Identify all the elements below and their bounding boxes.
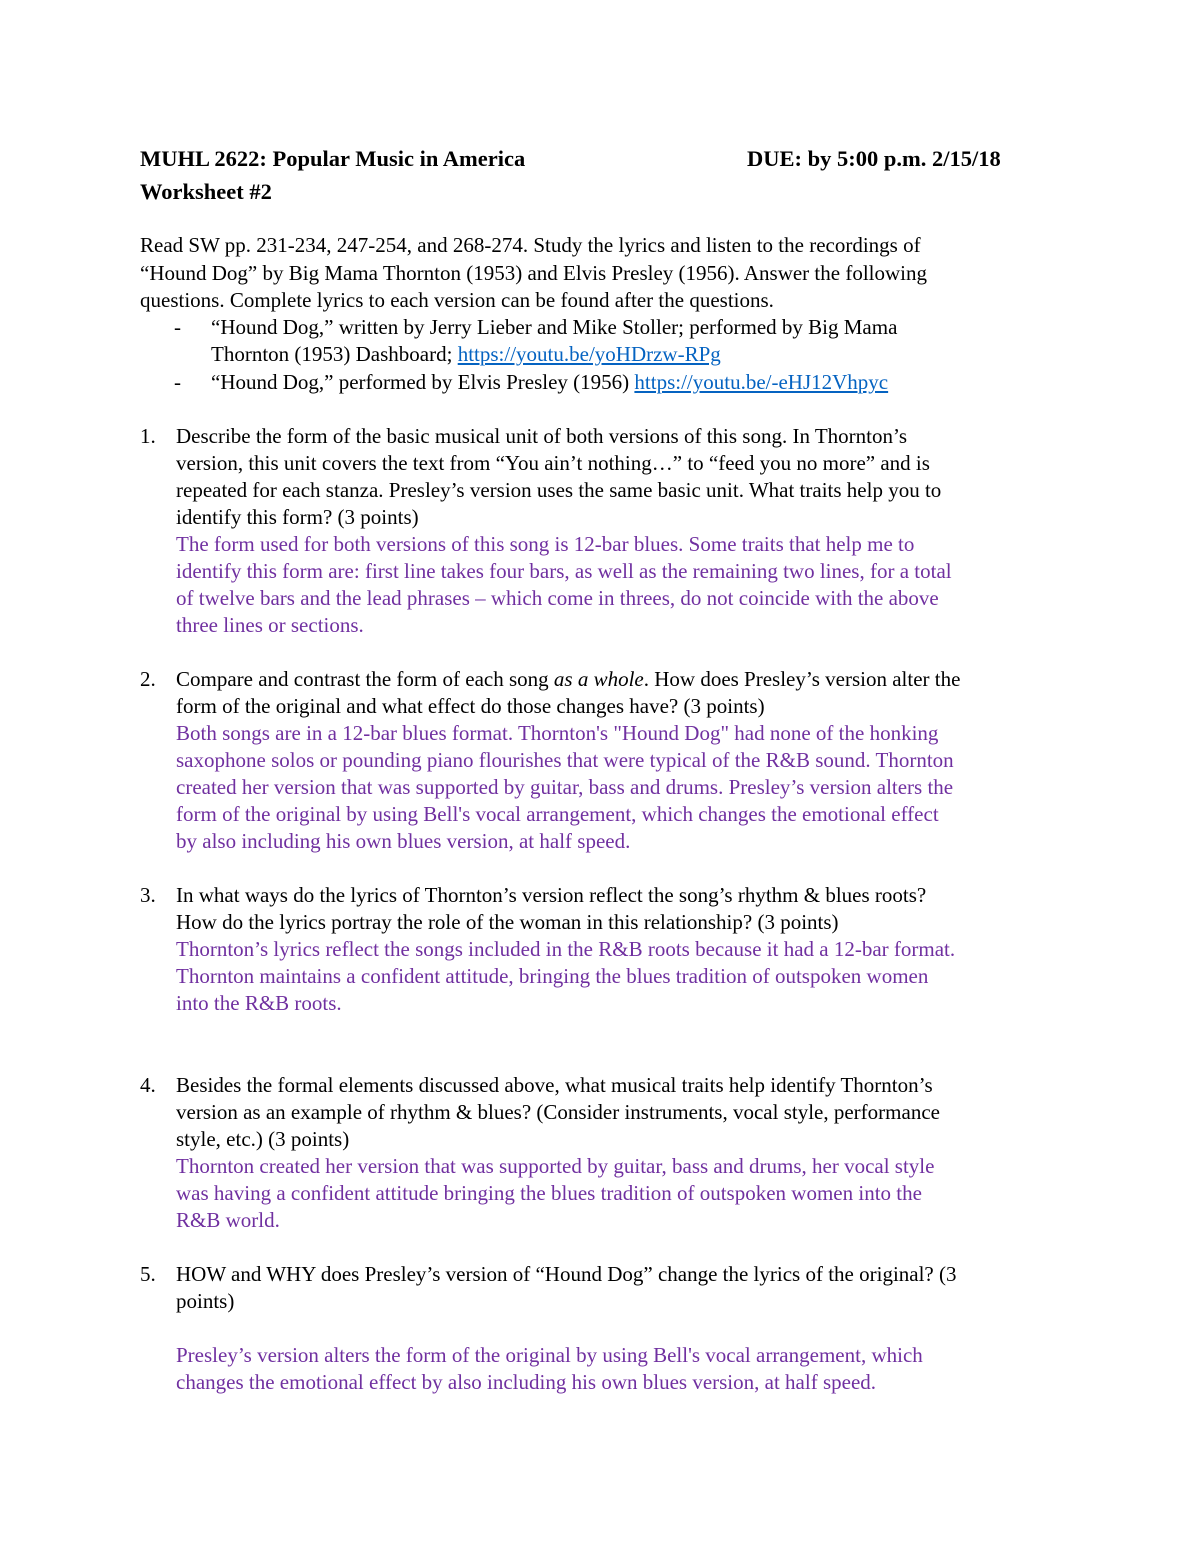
worksheet-number: Worksheet #2 xyxy=(140,179,272,204)
question-text: How do the lyrics portray the role of the woman in this relationship? (3 points) xyxy=(176,910,839,934)
question-text-part: . How does Presley’s version alter the xyxy=(643,667,961,691)
bullet-text xyxy=(211,341,721,368)
answer-text: was having a confident attitude bringing the blues tradition of outspoken women into the xyxy=(176,1181,922,1205)
question-text: Besides the formal elements discussed above, what musical traits help identify Thornton’s xyxy=(176,1073,933,1097)
answer-text: form of the original by using Bell's vocal arrangement, which changes the emotional effect xyxy=(176,802,939,826)
answer-text: The form used for both versions of this song is 12-bar blues. Some traits that help me to xyxy=(176,532,915,556)
answer-text: Thornton maintains a confident attitude, bringing the blues tradition of outspoken women xyxy=(176,964,929,988)
answer-text: three lines or sections. xyxy=(176,613,364,637)
question-text: form of the original and what effect do those changes have? (3 points) xyxy=(176,694,765,718)
question-number: 1. xyxy=(140,424,156,448)
bullet-text-part: Thornton (1953) Dashboard; xyxy=(211,342,458,366)
answer-text: Presley’s version alters the form of the original by using Bell's vocal arrangement, which xyxy=(176,1343,923,1367)
answer-text: changes the emotional effect by also including his own blues version, at half speed. xyxy=(176,1370,877,1394)
intro-line: questions. Complete lyrics to each version can be found after the questions. xyxy=(140,288,774,312)
bullet-text: “Hound Dog,” written by Jerry Lieber and Mike Stoller; performed by Big Mama xyxy=(211,315,898,339)
intro-line: “Hound Dog” by Big Mama Thornton (1953) and Elvis Presley (1956). Answer the following xyxy=(140,261,927,285)
question-text: In what ways do the lyrics of Thornton’s version reflect the song’s rhythm & blues roots? xyxy=(176,883,927,907)
answer-text: Thornton’s lyrics reflect the songs included in the R&B roots because it had a 12-bar format. xyxy=(176,937,956,961)
question-text xyxy=(176,666,960,693)
question-text: identify this form? (3 points) xyxy=(176,505,419,529)
due-date: DUE: by 5:00 p.m. 2/15/18 xyxy=(747,146,1001,171)
question-text: points) xyxy=(176,1289,235,1313)
question-text: version as an example of rhythm & blues? (Consider instruments, vocal style, performance xyxy=(176,1100,940,1124)
intro-line: Read SW pp. 231-234, 247-254, and 268-274. Study the lyrics and listen to the recordings of xyxy=(140,233,921,257)
question-text: style, etc.) (3 points) xyxy=(176,1127,350,1151)
question-text: HOW and WHY does Presley’s version of “Hound Dog” change the lyrics of the original? (3 xyxy=(176,1262,957,1286)
bullet-marker: - xyxy=(174,315,181,339)
question-emphasis: as a whole xyxy=(553,667,644,691)
bullet-marker: - xyxy=(174,370,181,394)
answer-text: Thornton created her version that was supported by guitar, bass and drums, her vocal style xyxy=(176,1154,935,1178)
question-number: 2. xyxy=(140,667,156,691)
answer-text: by also including his own blues version, at half speed. xyxy=(176,829,631,853)
bullet-text-part: “Hound Dog,” performed by Elvis Presley (1956) xyxy=(211,370,635,394)
answer-text: created her version that was supported by guitar, bass and drums. Presley’s version alters the xyxy=(176,775,954,799)
question-number: 4. xyxy=(140,1073,156,1097)
answer-text: Both songs are in a 12-bar blues format. Thornton's "Hound Dog" had none of the honking xyxy=(176,721,939,745)
question-text: repeated for each stanza. Presley’s version uses the same basic unit. What traits help you to xyxy=(176,478,942,502)
thornton-video-link[interactable]: https://youtu.be/yoHDrzw-RPg xyxy=(457,342,721,366)
question-number: 5. xyxy=(140,1262,156,1286)
presley-video-link[interactable]: https://youtu.be/-eHJ12Vhpyc xyxy=(634,370,889,394)
answer-text: R&B world. xyxy=(176,1208,280,1232)
answer-text: saxophone solos or pounding piano flourishes that were typical of the R&B sound. Thornton xyxy=(176,748,954,772)
question-text: version, this unit covers the text from “You ain’t nothing…” to “feed you no more” and is xyxy=(176,451,930,475)
question-text-part: Compare and contrast the form of each song xyxy=(176,667,554,691)
answer-text: identify this form are: first line takes four bars, as well as the remaining two lines, for a total xyxy=(176,559,952,583)
course-title: MUHL 2622: Popular Music in America xyxy=(140,146,526,171)
question-text: Describe the form of the basic musical unit of both versions of this song. In Thornton’s xyxy=(176,424,907,448)
answer-text: into the R&B roots. xyxy=(176,991,342,1015)
bullet-text xyxy=(211,369,888,396)
question-number: 3. xyxy=(140,883,156,907)
answer-text: of twelve bars and the lead phrases – which come in threes, do not coincide with the above xyxy=(176,586,939,610)
